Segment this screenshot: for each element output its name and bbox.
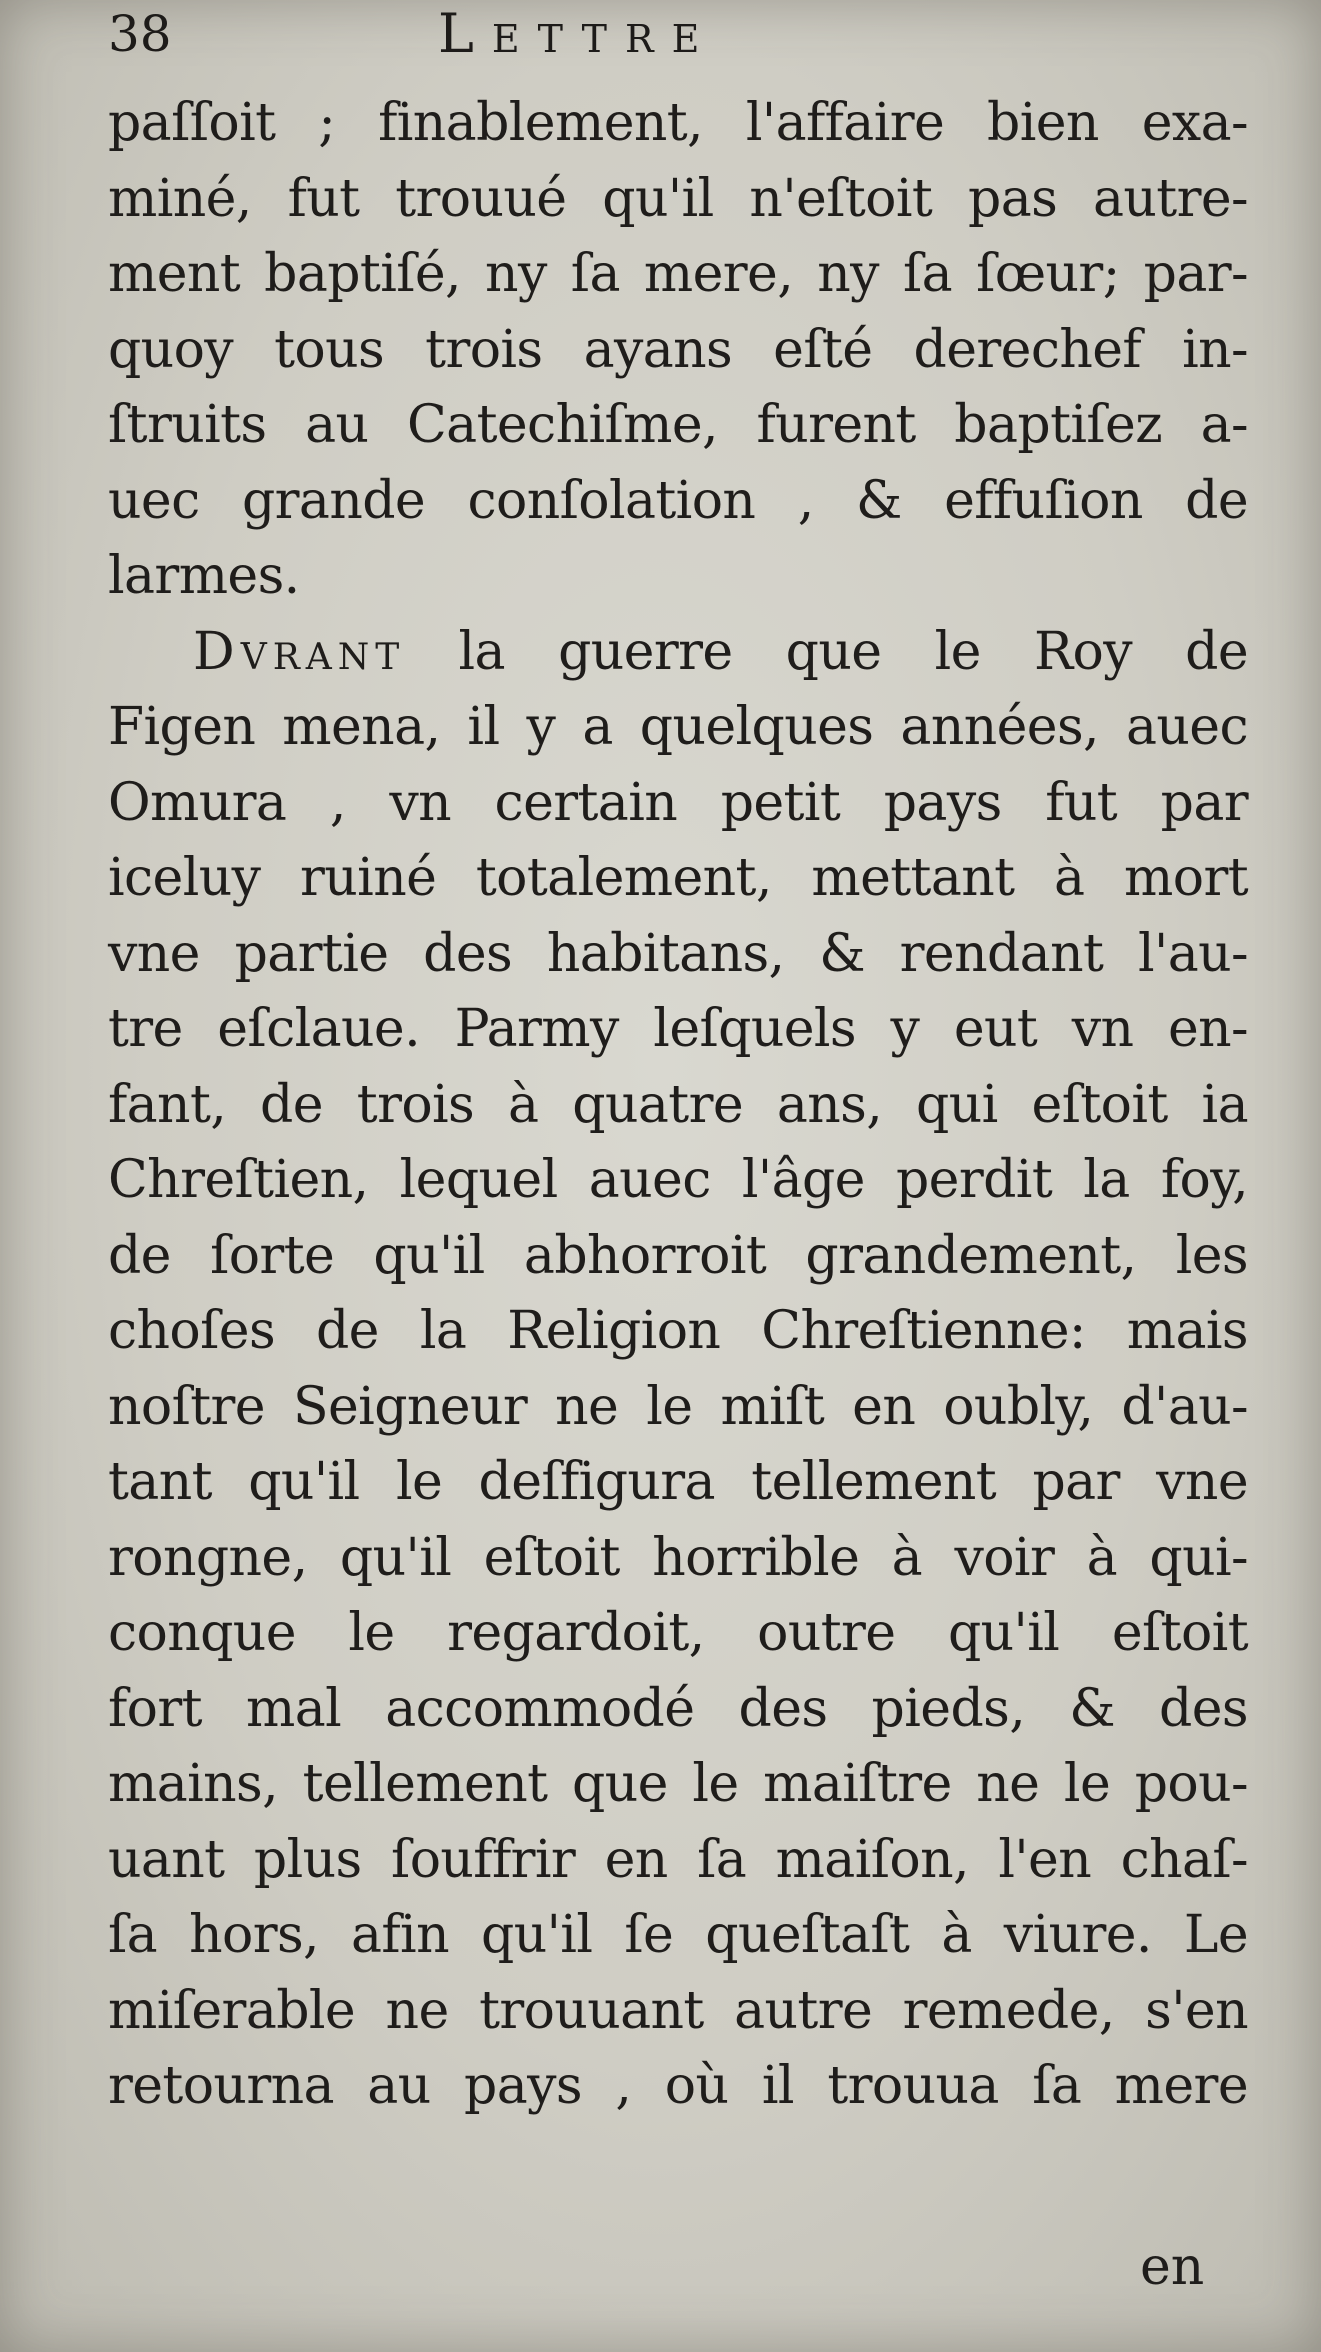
page-header — [108, 4, 1248, 74]
text-line: miné, fut trouué qu'il n'eſtoit pas autre- — [108, 168, 1248, 229]
running-head: Lettre — [438, 2, 718, 65]
text-line: retourna au pays , où il trouua ſa mere — [108, 2056, 1248, 2116]
text-line: noſtre Seigneur ne le miſt en oubly, d'au- — [108, 1376, 1248, 1437]
page-number: 38 — [108, 5, 172, 63]
paragraph-lead-word: Dvrant — [193, 621, 406, 682]
text-line: tre eſclaue. Parmy leſquels y eut vn en- — [108, 999, 1248, 1059]
catchword: en — [1140, 2237, 1205, 2297]
text-line: vne partie des habitans, & rendant l'au- — [108, 923, 1248, 984]
text-line: paſſoit ; finablement, l'affaire bien exa- — [108, 93, 1248, 153]
text-line: Omura , vn certain petit pays fut par — [108, 772, 1248, 833]
text-line: choſes de la Religion Chreſtienne: mais — [108, 1301, 1248, 1361]
text-line: iceluy ruiné totalement, mettant à mort — [108, 848, 1248, 908]
text-line: Chreſtien, lequel auec l'âge perdit la foy, — [108, 1150, 1248, 1210]
text-line: ſtruits au Catechiſme, furent baptiſez a- — [108, 395, 1248, 455]
paragraph-opening-text: la guerre que le Roy de — [458, 621, 1249, 682]
text-line: ment baptiſé, ny ſa mere, ny ſa ſœur; par- — [108, 244, 1248, 304]
text-line: uant plus ſouffrir en ſa maiſon, l'en chaſ- — [108, 1829, 1248, 1890]
paragraph-opening-line — [108, 615, 1248, 691]
text-line: fant, de trois à quatre ans, qui eſtoit ia — [108, 1074, 1248, 1135]
body-text — [108, 86, 1248, 2125]
text-line: ſa hors, afin qu'il ſe queſtaſt à viure. Le — [108, 1905, 1248, 1965]
text-line: quoy tous trois ayans eſté derechef in- — [108, 319, 1248, 380]
text-line: conque le regardoit, outre qu'il eſtoit — [108, 1603, 1248, 1663]
text-line: tant qu'il le deſfigura tellement par vne — [108, 1452, 1248, 1512]
text-line: rongne, qu'il eſtoit horrible à voir à qui- — [108, 1527, 1248, 1588]
text-line: mains, tellement que le maiſtre ne le pou- — [108, 1754, 1248, 1814]
text-line: fort mal accommodé des pieds, & des — [108, 1678, 1248, 1739]
text-line: Figen mena, il y a quelques années, auec — [108, 697, 1248, 757]
text-line: larmes. — [108, 546, 300, 606]
text-line: miſerable ne trouuant autre remede, s'en — [108, 1980, 1248, 2041]
text-line: uec grande conſolation , & effuſion de — [108, 470, 1248, 531]
text-line: de ſorte qu'il abhorroit grandement, les — [108, 1225, 1248, 1286]
